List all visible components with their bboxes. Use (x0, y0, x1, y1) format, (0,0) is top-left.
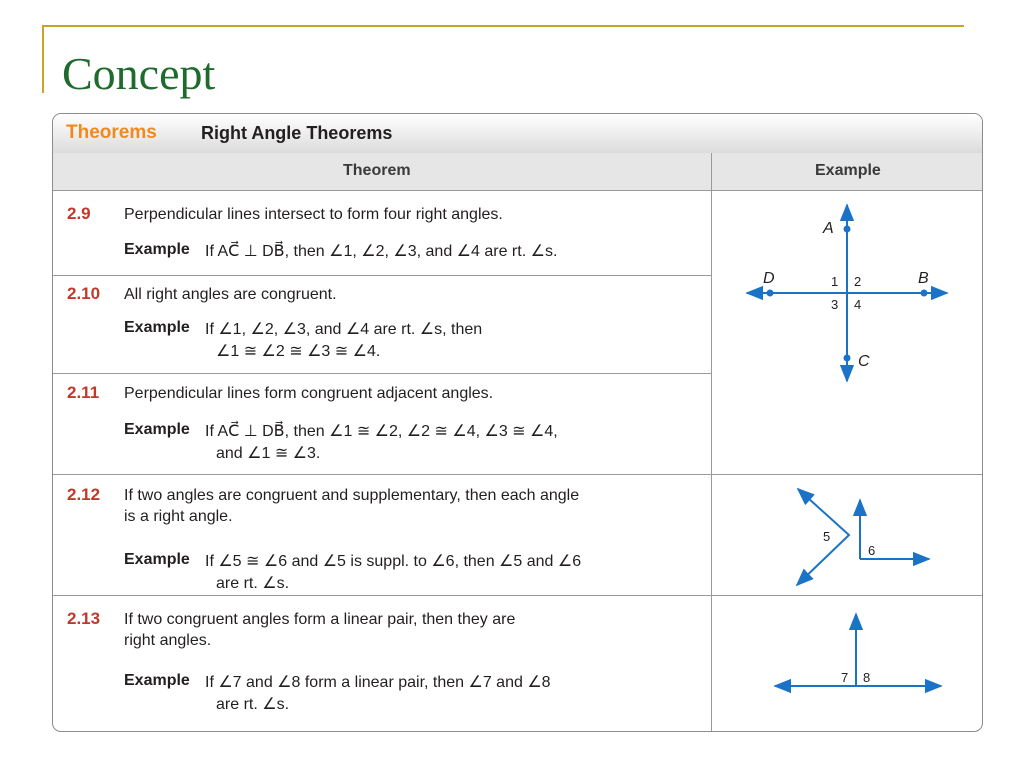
example-text: are rt. ∠s. (216, 696, 290, 713)
example-label: Example (124, 672, 190, 689)
point-a (844, 226, 851, 233)
angle-label-4: 4 (854, 297, 862, 312)
theorem-panel (52, 113, 983, 732)
example-text: If ∠7 and ∠8 form a linear pair, then ∠7 and ∠8 (205, 674, 551, 691)
label-d: D (763, 270, 775, 287)
angle-label-3: 3 (831, 297, 839, 312)
row-separator (53, 275, 711, 276)
column-header-theorem: Theorem (343, 162, 411, 179)
perpendicular-lines-figure (713, 191, 981, 474)
label-a: A (823, 220, 834, 237)
theorem-text: Perpendicular lines intersect to form four right angles. (124, 206, 503, 223)
theorem-text: right angles. (124, 632, 212, 649)
theorem-text: If two congruent angles form a linear pair, then they are (124, 611, 516, 628)
slide-title: Concept (62, 48, 216, 99)
angle-label-8: 8 (863, 670, 871, 685)
theorem-number: 2.9 (67, 204, 91, 223)
example-text: If AC⃗ ⊥ DB⃗, then ∠1, ∠2, ∠3, and ∠4 are rt. ∠s. (205, 243, 558, 260)
title-rule-left (42, 25, 44, 93)
angle-label-6: 6 (868, 543, 876, 558)
panel-heading: Right Angle Theorems (201, 123, 393, 143)
column-header-example: Example (815, 162, 881, 179)
example-label: Example (124, 241, 190, 258)
example-text: If ∠1, ∠2, ∠3, and ∠4 are rt. ∠s, then (205, 321, 483, 338)
title-rule-top (42, 25, 964, 27)
example-label: Example (124, 551, 190, 568)
congruent-supplementary-figure (713, 475, 981, 595)
angle-label-2: 2 (854, 274, 862, 289)
example-text: ∠1 ≅ ∠2 ≅ ∠3 ≅ ∠4. (216, 343, 381, 360)
panel-header (53, 114, 982, 154)
example-text: If ∠5 ≅ ∠6 and ∠5 is suppl. to ∠6, then ∠5 and ∠6 (205, 553, 582, 570)
angle-label-5: 5 (823, 529, 831, 544)
theorem-number: 2.11 (67, 383, 100, 402)
example-text: are rt. ∠s. (216, 575, 290, 592)
example-label: Example (124, 319, 190, 336)
label-b: B (918, 270, 929, 287)
example-text: and ∠1 ≅ ∠3. (216, 445, 321, 462)
theorem-text: If two angles are congruent and supplementary, then each angle (124, 487, 580, 504)
example-text: If AC⃗ ⊥ DB⃗, then ∠1 ≅ ∠2, ∠2 ≅ ∠4, ∠3 ≅ ∠4, (205, 423, 558, 440)
column-header-row (53, 153, 982, 191)
theorem-number: 2.10 (67, 284, 101, 303)
column-divider (711, 153, 712, 731)
theorem-text: Perpendicular lines form congruent adjacent angles. (124, 385, 494, 402)
angle-label-7: 7 (841, 670, 849, 685)
example-label: Example (124, 421, 190, 438)
point-b (921, 290, 928, 297)
linear-pair-figure (713, 596, 981, 730)
theorem-number: 2.12 (67, 485, 101, 504)
row-separator (53, 373, 711, 374)
theorem-text: All right angles are congruent. (124, 286, 337, 303)
label-c: C (858, 353, 870, 370)
angle-label-1: 1 (831, 274, 839, 289)
point-c (844, 355, 851, 362)
theorem-text: is a right angle. (124, 508, 233, 525)
point-d (767, 290, 774, 297)
panel-tag: Theorems (66, 122, 157, 143)
theorem-number: 2.13 (67, 609, 101, 628)
